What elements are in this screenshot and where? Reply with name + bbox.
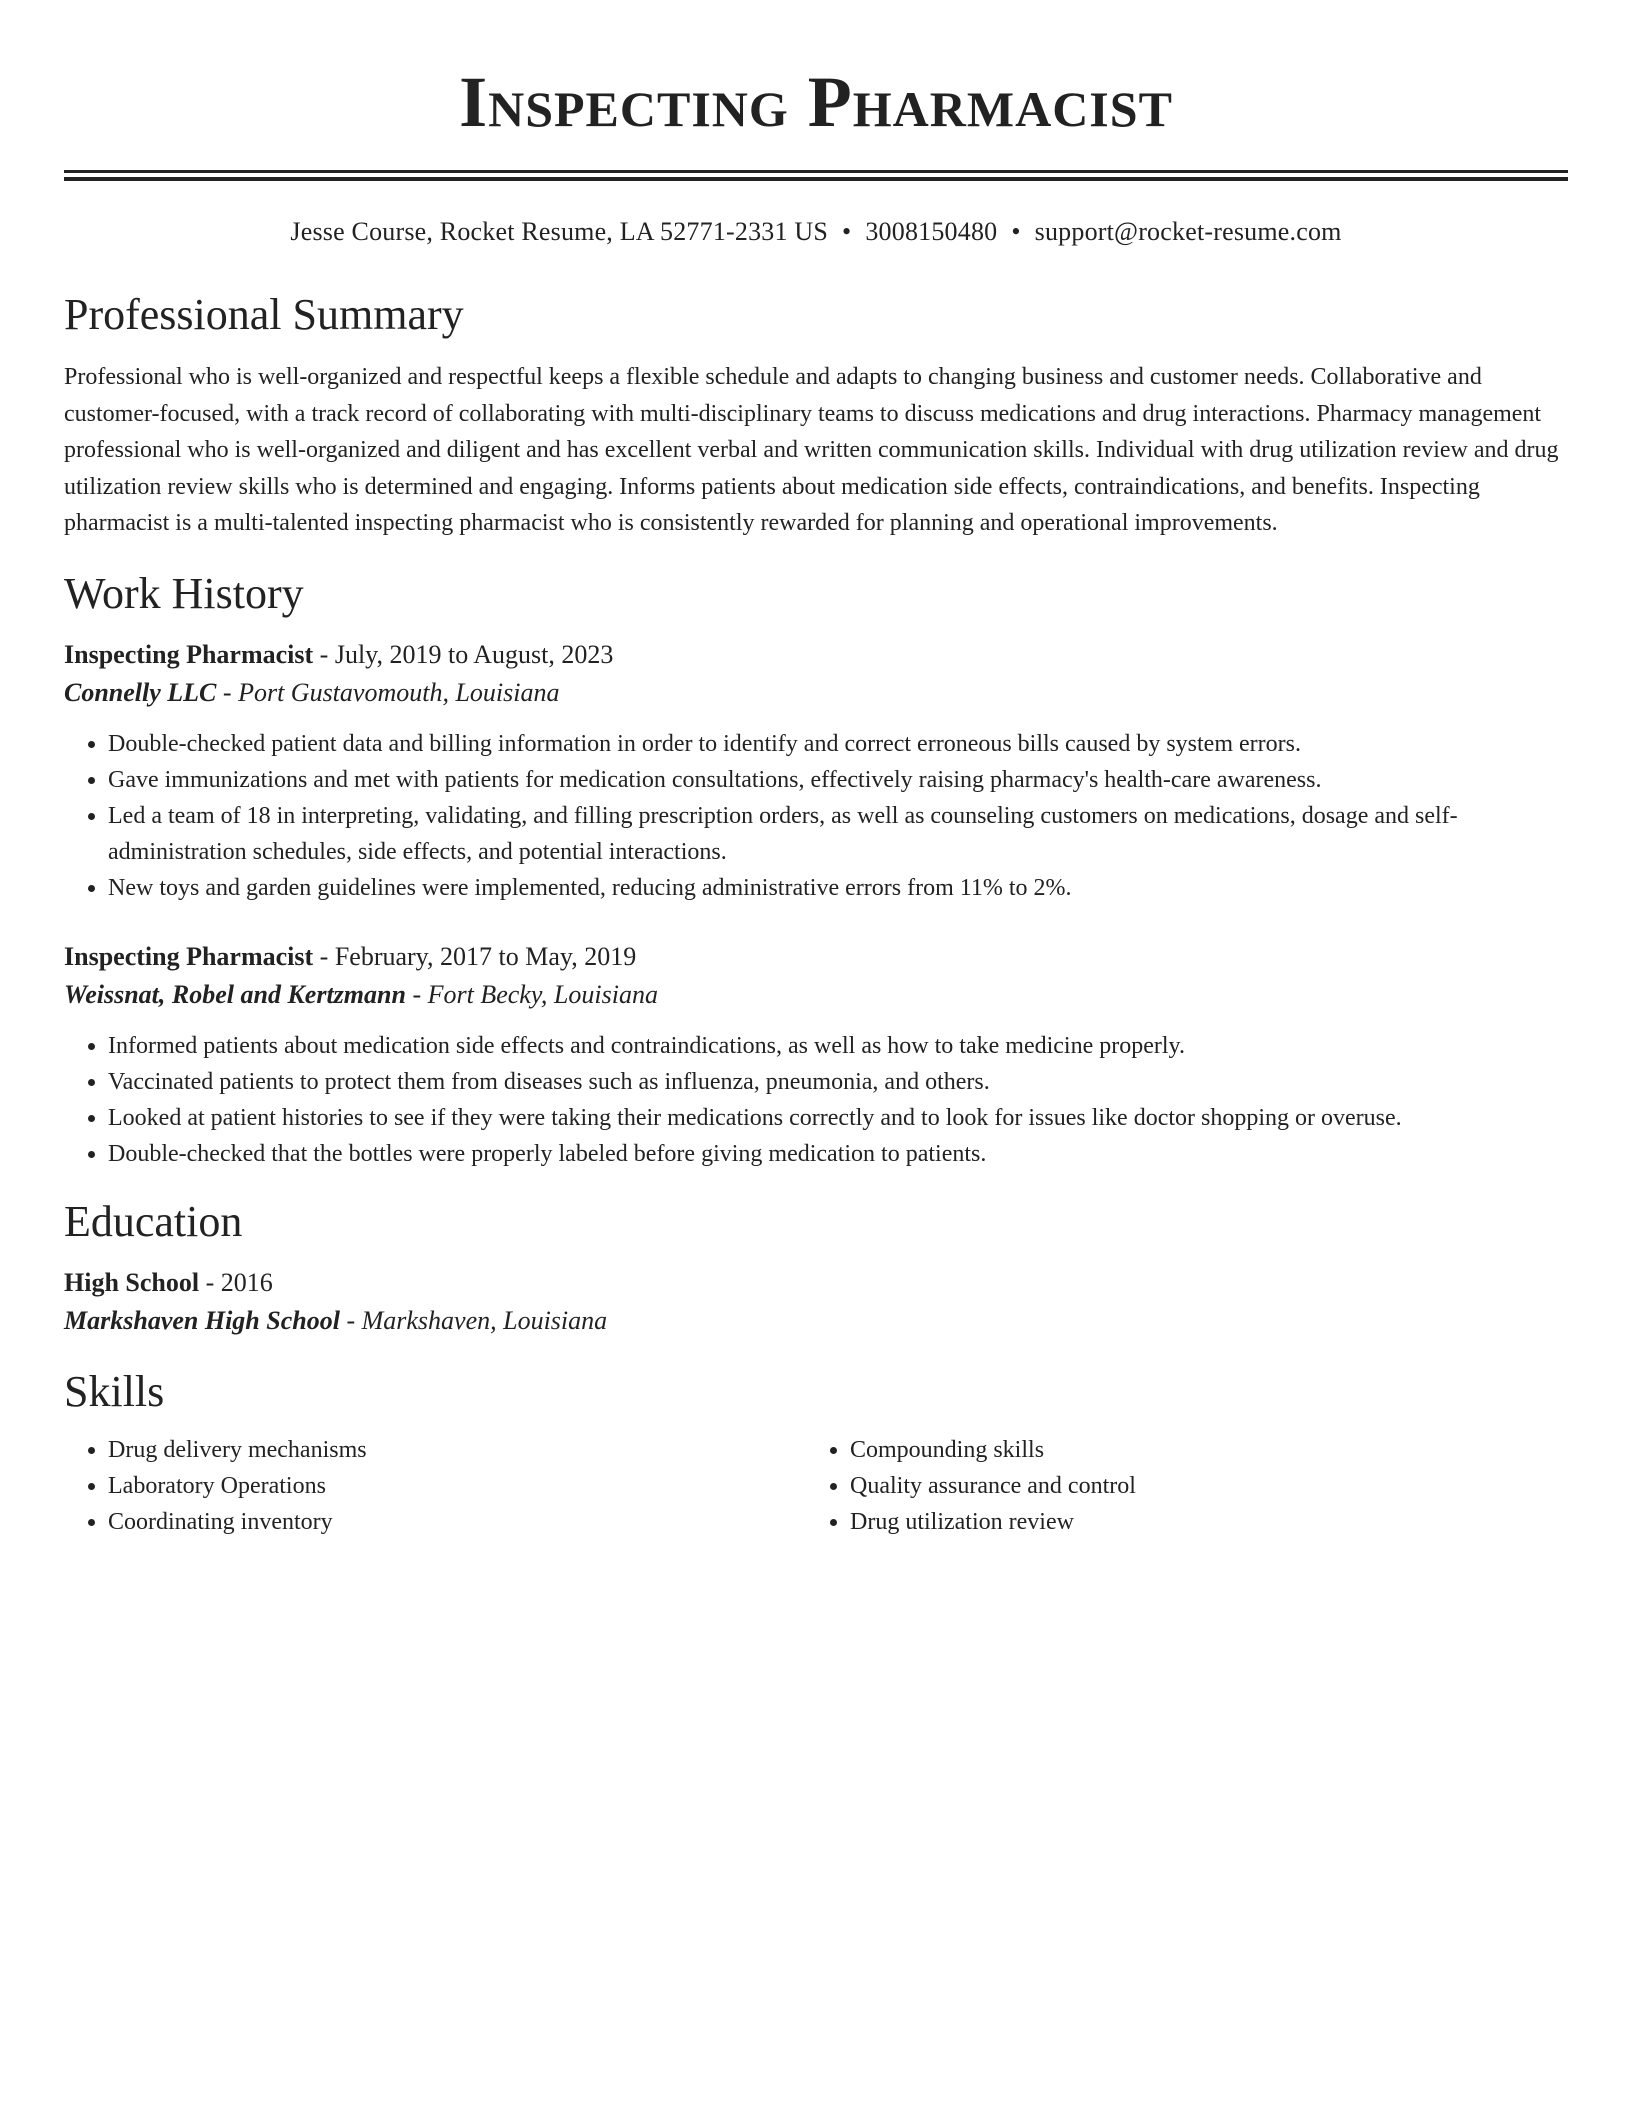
education-section	[64, 1196, 1568, 1340]
education-entry	[64, 1264, 1568, 1340]
job-company: Weissnat, Robel and Kertzmann	[64, 979, 406, 1009]
skill-item: • Compounding skills	[850, 1432, 1548, 1468]
skill-item: • Coordinating inventory	[108, 1504, 806, 1540]
job-entry	[64, 938, 1568, 1172]
skill-item: • Laboratory Operations	[108, 1468, 806, 1504]
education-school-line	[64, 1302, 1568, 1340]
job-bullet: • Looked at patient histories to see if they were taking their medications correctly and to look for issues like doctor shopping or overuse.	[108, 1100, 1568, 1136]
job-company-line	[64, 674, 1568, 712]
work-history-section	[64, 568, 1568, 1172]
contact-address: Jesse Course, Rocket Resume, LA 52771-2331 US	[290, 217, 829, 246]
job-bullet: • Double-checked patient data and billing information in order to identify and correct erroneous bills caused by system errors.	[108, 726, 1568, 762]
job-company-line	[64, 976, 1568, 1014]
resume-title: Inspecting Pharmacist	[459, 62, 1173, 142]
job-company: Connelly LLC	[64, 677, 217, 707]
contact-line	[64, 215, 1568, 249]
job-bullet: • Led a team of 18 in interpreting, validating, and filling prescription orders, as well as counseling customers on medications, dosage and self-administration schedules, side effects, and potential interactions.	[108, 798, 1568, 870]
job-bullet: • Gave immunizations and met with patients for medication consultations, effectively raising pharmacy's health-care awareness.	[108, 762, 1568, 798]
skills-section	[64, 1366, 1568, 1540]
job-location: - Port Gustavomouth, Louisiana	[216, 677, 560, 707]
job-entry	[64, 636, 1568, 906]
contact-email: support@rocket-resume.com	[1034, 217, 1342, 246]
education-location: - Markshaven, Louisiana	[339, 1305, 608, 1335]
job-title-line	[64, 938, 1568, 976]
education-degree: High School	[64, 1267, 200, 1297]
work-history-heading: Work History	[64, 568, 304, 618]
job-title: Inspecting Pharmacist	[64, 941, 314, 971]
education-heading: Education	[64, 1196, 243, 1246]
education-year: - 2016	[199, 1267, 273, 1297]
summary-heading: Professional Summary	[64, 290, 464, 339]
skill-item: • Drug delivery mechanisms	[108, 1432, 806, 1468]
title-divider	[64, 170, 1568, 181]
job-bullets	[64, 726, 1568, 906]
job-title-line	[64, 636, 1568, 674]
contact-separator: •	[842, 217, 852, 246]
skill-item: • Quality assurance and control	[850, 1468, 1548, 1504]
contact-phone: 3008150480	[865, 217, 998, 246]
summary-text: Professional who is well-organized and respectful keeps a flexible schedule and adapts to changing business and customer needs. Collaborative and customer-focused, with a track record of collaborating with multi-disciplinary teams to discuss medications and drug interactions. Pharmacy management professional who is well-organized and diligent and has excellent verbal and written communication skills. Individual with drug utilization review and drug utilization review skills who is determined and engaging. Informs patients about medication side effects, contraindications, and benefits. Inspecting pharmacist is a multi-talented inspecting pharmacist who is consistently rewarded for planning and operational improvements.	[64, 364, 1559, 537]
skill-item: • Drug utilization review	[850, 1504, 1548, 1540]
skills-column-left	[64, 1432, 806, 1540]
skills-grid	[64, 1432, 1568, 1540]
education-school: Markshaven High School	[64, 1305, 340, 1335]
job-bullets	[64, 1028, 1568, 1172]
job-dates: - July, 2019 to August, 2023	[313, 639, 614, 669]
contact-separator: •	[1011, 217, 1021, 246]
skills-heading: Skills	[64, 1366, 165, 1416]
skills-column-right	[806, 1432, 1548, 1540]
summary-section	[64, 289, 1568, 542]
job-bullet: • Informed patients about medication side effects and contraindications, as well as how to take medicine properly.	[108, 1028, 1568, 1064]
job-location: - Fort Becky, Louisiana	[405, 979, 658, 1009]
education-degree-line	[64, 1264, 1568, 1302]
job-bullet: • New toys and garden guidelines were implemented, reducing administrative errors from 11% to 2%.	[108, 870, 1568, 906]
job-bullet: • Double-checked that the bottles were properly labeled before giving medication to patients.	[108, 1136, 1568, 1172]
job-title: Inspecting Pharmacist	[64, 639, 314, 669]
job-dates: - February, 2017 to May, 2019	[313, 941, 637, 971]
job-bullet: • Vaccinated patients to protect them from diseases such as influenza, pneumonia, and others.	[108, 1064, 1568, 1100]
